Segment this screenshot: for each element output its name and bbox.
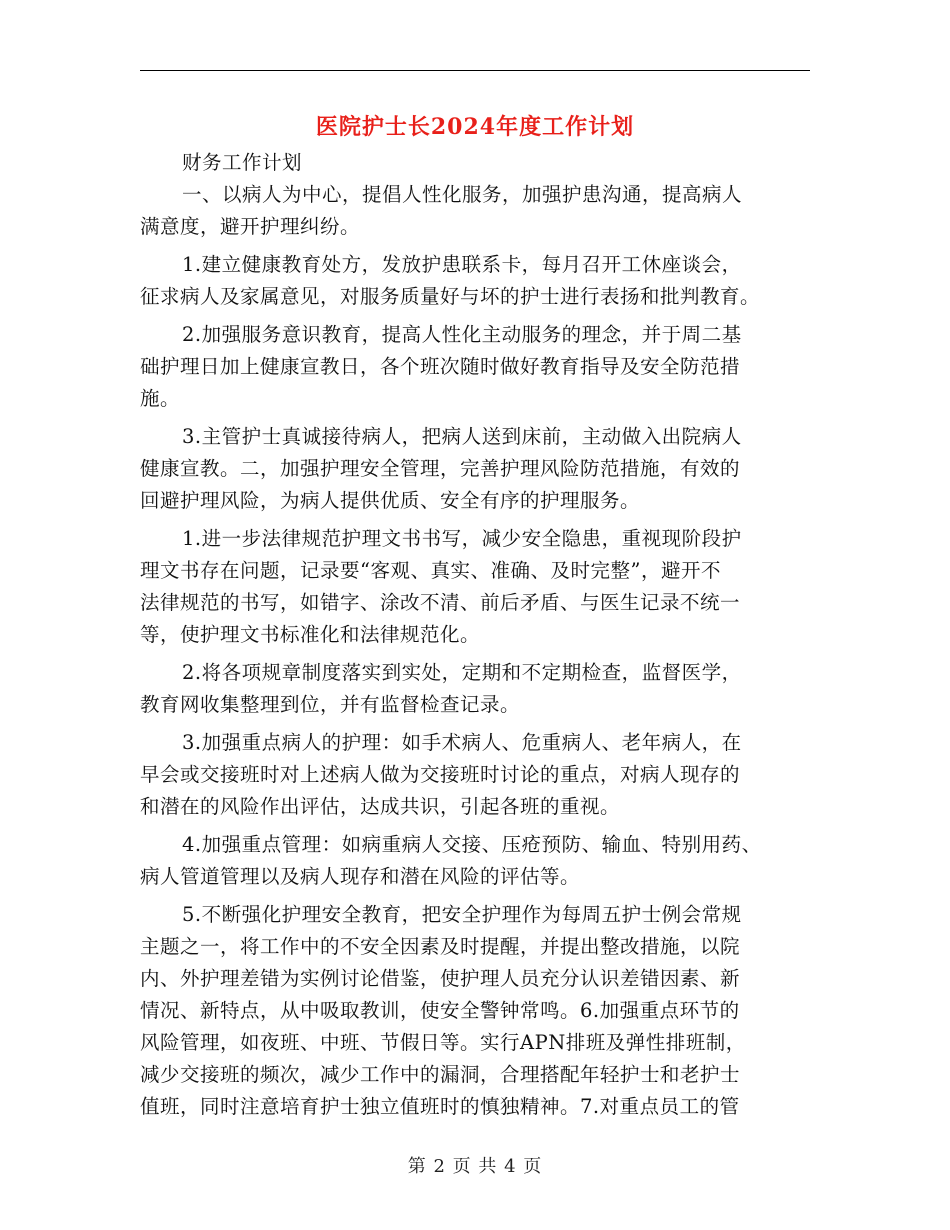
body-line: 1.建立健康教育处方，发放护患联系卡，每月召开工休座谈会，: [182, 253, 742, 276]
body-line: 征求病人及家属意见，对服务质量好与坏的护士进行表扬和批判教育。: [140, 285, 761, 308]
body-line: 内、外护理差错为实例讨论借鉴，使护理人员充分认识差错因素、新: [140, 967, 741, 990]
body-line: 法律规范的书写，如错字、涂改不清、前后矛盾、与医生记录不统一: [140, 591, 741, 614]
body-line: 健康宣教。二，加强护理安全管理，完善护理风险防范措施，有效的: [140, 457, 741, 480]
body-line: 础护理日加上健康宣教日，各个班次随时做好教育指导及安全防范措: [140, 355, 741, 378]
body-line: 回避护理风险，为病人提供优质、安全有序的护理服务。: [140, 489, 641, 512]
body-line: 2.加强服务意识教育，提高人性化主动服务的理念，并于周二基: [182, 323, 742, 346]
body-line: 病人管道管理以及病人现存和潜在风险的评估等。: [140, 865, 581, 888]
body-line: 2.将各项规章制度落实到实处，定期和不定期检查，监督医学，: [182, 661, 742, 684]
body-line: 等，使护理文书标准化和法律规范化。: [140, 623, 481, 646]
document-body: [140, 147, 810, 1123]
body-line: 早会或交接班时对上述病人做为交接班时讨论的重点，对病人现存的: [140, 763, 741, 786]
body-line: 1.进一步法律规范护理文书书写，减少安全隐患，重视现阶段护: [182, 527, 742, 550]
body-line: 财务工作计划: [182, 151, 303, 174]
body-line: 理文书存在问题，记录要“客观、真实、准确、及时完整”，避开不: [140, 559, 721, 582]
body-line: 5.不断强化护理安全教育，把安全护理作为每周五护士例会常规: [182, 903, 742, 926]
body-line: 和潜在的风险作出评估，达成共识，引起各班的重视。: [140, 795, 621, 818]
body-line: 情况、新特点，从中吸取教训，使安全警钟常鸣。6.加强重点环节的: [140, 999, 740, 1022]
body-line: 主题之一，将工作中的不安全因素及时提醒，并提出整改措施，以院: [140, 935, 741, 958]
body-line: 3.加强重点病人的护理：如手术病人、危重病人、老年病人，在: [182, 731, 742, 754]
document-title: 医院护士长2024年度工作计划: [315, 114, 635, 140]
body-line: 4.加强重点管理：如病重病人交接、压疮预防、输血、特别用药、: [182, 833, 762, 856]
header-rule: [140, 70, 810, 71]
body-line: 风险管理，如夜班、中班、节假日等。实行APN排班及弹性排班制，: [140, 1031, 746, 1054]
body-line: 教育网收集整理到位，并有监督检查记录。: [140, 693, 521, 716]
page-number: 第 2 页 共 4 页: [407, 1156, 543, 1177]
body-line: 减少交接班的频次，减少工作中的漏洞，合理搭配年轻护士和老护士: [140, 1063, 741, 1086]
body-line: 值班，同时注意培育护士独立值班时的慎独精神。7.对重点员工的管: [140, 1095, 740, 1118]
body-line: 满意度，避开护理纠纷。: [140, 215, 361, 238]
body-line: 施。: [140, 387, 181, 410]
body-line: 一、以病人为中心，提倡人性化服务，加强护患沟通，提高病人: [182, 183, 743, 206]
body-line: 3.主管护士真诚接待病人，把病人送到床前，主动做入出院病人: [182, 425, 742, 448]
